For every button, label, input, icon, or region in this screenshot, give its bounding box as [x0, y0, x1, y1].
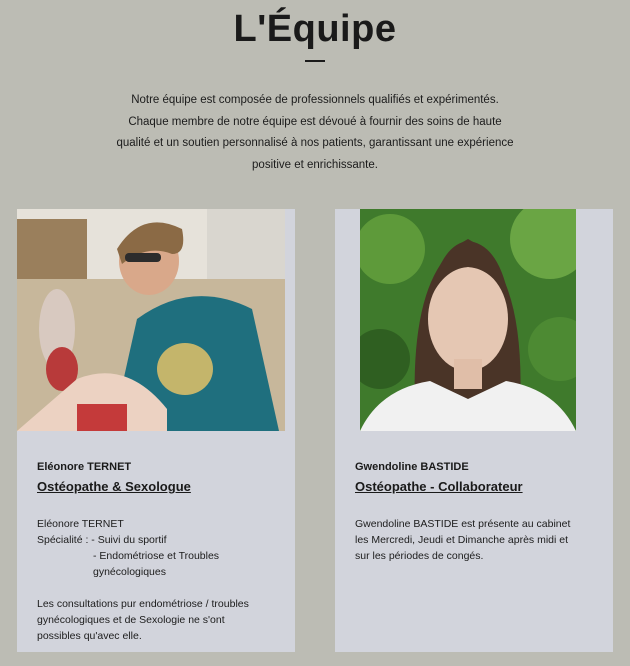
- bio-line: les Mercredi, Jeudi et Dimanche après midi et: [355, 534, 569, 546]
- member-name: Gwendoline BASTIDE: [355, 461, 469, 473]
- bio-line: gynécologiques et de Sexologie ne s'ont: [37, 614, 225, 626]
- bio-line: possibles qu'avec elle.: [37, 630, 142, 642]
- intro-line: positive et enrichissante.: [252, 158, 378, 171]
- team-photo-eleonore: [17, 209, 285, 431]
- bio-line: gynécologiques: [93, 566, 166, 578]
- page-title: L'Équipe: [233, 8, 397, 50]
- bio-line: - Endométriose et Troubles: [93, 550, 220, 562]
- intro-line: Chaque membre de notre équipe est dévoué à fournir des soins de haute: [128, 115, 502, 128]
- intro-text: [95, 90, 535, 176]
- member-role-link[interactable]: Ostéopathe - Collaborateur: [355, 479, 523, 494]
- member-role-link[interactable]: Ostéopathe & Sexologue: [37, 479, 191, 494]
- bio-spacer: [37, 580, 277, 596]
- member-bio: [37, 516, 277, 644]
- bio-line: Spécialité : - Suivi du sportif: [37, 534, 167, 546]
- intro-line: Notre équipe est composée de professionnels qualifiés et expérimentés.: [131, 94, 499, 106]
- title-divider: [305, 60, 325, 62]
- bio-line: Les consultations pur endométriose / troubles: [37, 598, 249, 610]
- member-bio: [355, 516, 595, 564]
- bio-line: Eléonore TERNET: [37, 518, 124, 530]
- team-card-gwendoline: [335, 209, 613, 652]
- member-name: Eléonore TERNET: [37, 461, 132, 473]
- team-photo-gwendoline: [360, 209, 576, 431]
- bio-line: Gwendoline BASTIDE est présente au cabinet: [355, 518, 571, 530]
- intro-line: qualité et un soutien personnalisé à nos patients, garantissant une expérience: [116, 137, 514, 149]
- bio-line: sur les périodes de congés.: [355, 550, 484, 562]
- team-card-eleonore: [17, 209, 295, 652]
